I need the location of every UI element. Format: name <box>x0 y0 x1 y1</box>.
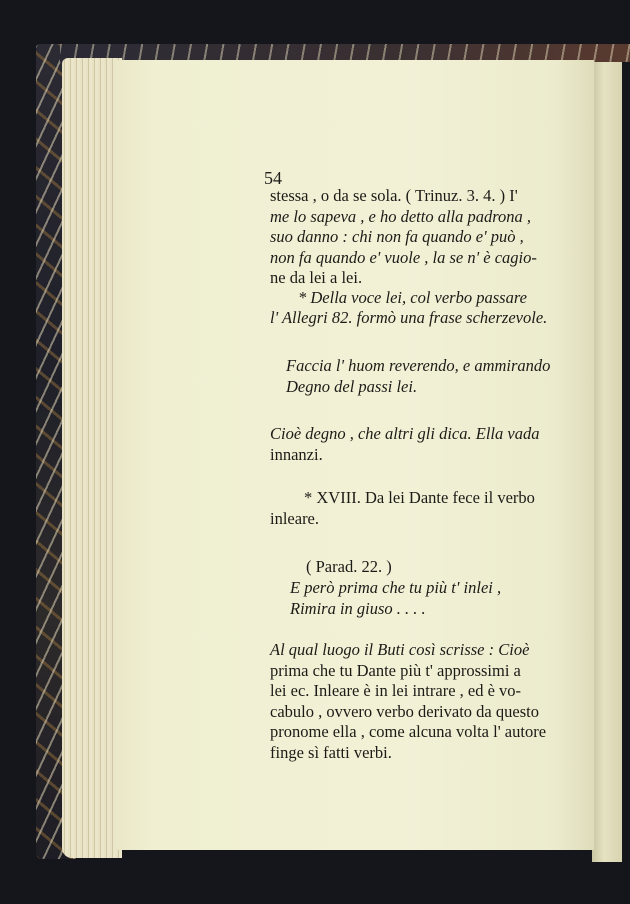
verse-reference <box>306 557 586 578</box>
text-line: * Della voce lei, col verbo passare <box>298 288 527 307</box>
paragraph-3 <box>270 424 588 465</box>
page-edges <box>62 58 122 858</box>
text-line: non fa quando e' vuole , la se n' è cagio- <box>270 247 537 267</box>
text-line: l' Allegri 82. formò una frase scherzevole. <box>270 308 548 327</box>
text-line: me lo sapeva , e ho detto alla padrona , <box>270 206 532 226</box>
text-line: E però prima che tu più t' inlei , <box>290 578 502 597</box>
text-line: ( Parad. 22. ) <box>306 557 392 576</box>
paragraph-4 <box>270 640 588 763</box>
text-line: finge sì fatti verbi. <box>270 742 392 762</box>
text-line: stessa , o da se sola. ( Trinuz. 3. 4. ) I' <box>270 186 518 205</box>
text-line: lei ec. Inleare è in lei intrare , ed è vo- <box>270 681 522 700</box>
section-xviii <box>270 488 588 509</box>
text-line: Al qual luogo il Buti così scrisse : Cioè <box>270 640 530 659</box>
text-line: prima che tu Dante più t' approssimi a <box>270 660 521 680</box>
paragraph-2 <box>270 288 588 309</box>
text-line: ne da lei a lei. <box>270 268 363 287</box>
text-line: suo danno : chi non fa quando e' può , <box>270 227 524 246</box>
text-line: Degno del passi lei. <box>286 376 418 396</box>
text-line: inleare. <box>270 509 320 528</box>
paragraph-1 <box>270 186 588 289</box>
text-line: pronome ella , come alcuna volta l' autore <box>270 722 547 741</box>
text-line: Rimira in giuso . . . . <box>290 598 426 618</box>
text-line: innanzi. <box>270 444 323 464</box>
text-line: cabulo , ovvero verbo derivato da questo <box>270 701 539 721</box>
section-xviii-cont <box>270 509 588 530</box>
text-line: * XVIII. Da lei Dante fece il verbo <box>304 488 535 507</box>
verse-quote-1 <box>286 356 586 397</box>
next-page-edge <box>592 62 622 862</box>
text-line: Cioè degno , che altri gli dica. Ella vada <box>270 424 540 443</box>
verse-quote-2 <box>290 578 586 619</box>
page-number: 54 <box>264 168 282 188</box>
text-line: Faccia l' huom reverendo, e ammirando <box>286 356 551 375</box>
paragraph-2-cont <box>270 308 588 329</box>
